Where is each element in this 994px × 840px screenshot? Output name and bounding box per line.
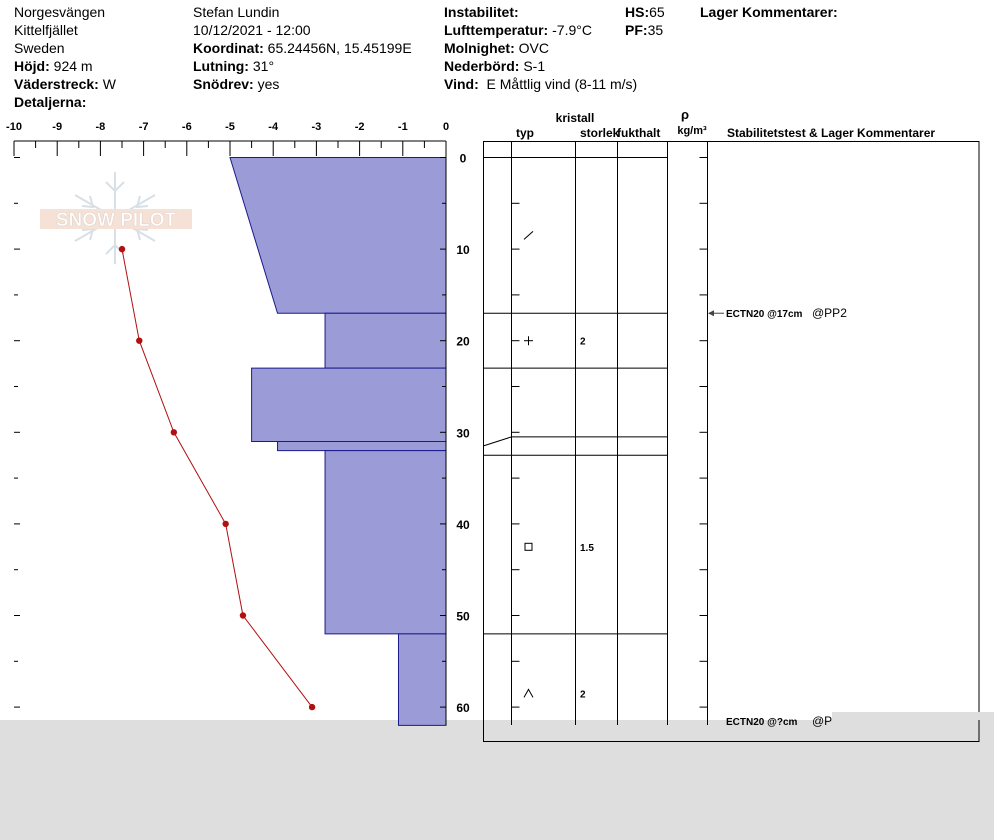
temp-tick-label: -1 xyxy=(397,121,408,133)
depth-tick-label: 40 xyxy=(456,517,470,532)
crystal-size-label: 1.5 xyxy=(580,542,594,554)
instability-label: Instabilitet: xyxy=(444,4,519,20)
sky-value: OVC xyxy=(518,40,549,56)
hs-value: 65 xyxy=(649,4,665,20)
temperature-point xyxy=(240,612,246,618)
crystal-symbol-caret xyxy=(524,689,533,697)
temperature-point xyxy=(222,521,228,527)
stability-test-label: ECTN20 @?cm xyxy=(726,716,798,728)
wind-value: E Måttlig vind (8-11 m/s) xyxy=(486,76,638,92)
temp-tick-label: -3 xyxy=(311,121,322,133)
hardness-layer-5 xyxy=(325,451,446,634)
size-header: storlek xyxy=(580,126,620,140)
stability-test-extra: @P xyxy=(812,713,833,728)
depth-tick-label: 60 xyxy=(456,701,470,716)
drift-label: Snödrev: xyxy=(193,76,254,92)
moisture-header: fukthalt xyxy=(617,126,661,140)
airtemp-label: Lufttemperatur: xyxy=(444,22,549,38)
precip-value: S-1 xyxy=(523,58,546,74)
hardness-layer-2 xyxy=(325,313,446,368)
elevation-value: 924 m xyxy=(53,58,93,74)
density-unit-header: kg/m³ xyxy=(677,125,707,137)
country-name: Sweden xyxy=(14,40,65,56)
sky-label: Molnighet: xyxy=(444,40,515,56)
layer-table-frame xyxy=(484,142,980,742)
temperature-series xyxy=(119,246,315,710)
hardness-profile xyxy=(230,158,446,726)
crystal-symbol-square xyxy=(525,543,532,550)
temp-tick-label: -4 xyxy=(268,121,279,133)
stability-pointer-arrow xyxy=(708,310,714,316)
snowpilot-logo xyxy=(40,172,192,264)
aspect-label: Väderstreck: xyxy=(14,76,99,92)
pf-value: 35 xyxy=(647,22,664,38)
crystal-size-label: 2 xyxy=(580,336,586,348)
temperature-point xyxy=(309,704,315,710)
temp-tick-label: -8 xyxy=(95,121,106,133)
temperature-line xyxy=(122,249,312,707)
temp-tick-label: -10 xyxy=(6,121,22,133)
temp-tick-label: -2 xyxy=(354,121,365,133)
stability-header: Stabilitetstest & Lager Kommentarer xyxy=(727,126,936,140)
temp-tick-label: -9 xyxy=(52,121,63,133)
temp-tick-label: 0 xyxy=(442,121,450,133)
slope-label: Lutning: xyxy=(193,58,249,74)
temperature-point xyxy=(119,246,125,252)
layer-connector-4 xyxy=(484,437,512,446)
hardness-layer-4 xyxy=(278,441,446,450)
temp-tick-label: -7 xyxy=(138,121,149,133)
elevation-label: Höjd: xyxy=(14,58,50,74)
depth-tick-label: 0 xyxy=(459,151,467,166)
depth-tick-label: 30 xyxy=(456,426,470,441)
stability-test-label: ECTN20 @17cm xyxy=(726,309,803,321)
crystal-size-label: 2 xyxy=(580,689,586,701)
temp-tick-label: -5 xyxy=(225,121,235,133)
depth-tick-label: 20 xyxy=(456,334,470,349)
pf-label: PF: xyxy=(625,22,648,38)
depth-tick-label: 50 xyxy=(456,609,470,624)
precip-label: Nederbörd: xyxy=(444,58,520,74)
layer-table xyxy=(484,158,848,728)
observer-name: Stefan Lundin xyxy=(193,4,280,20)
hardness-layer-3 xyxy=(252,368,446,441)
temperature-point xyxy=(171,429,177,435)
rho-header: ρ xyxy=(680,107,690,122)
crystal-symbol-plus xyxy=(524,336,533,345)
wind-label: Vind: xyxy=(444,76,479,92)
stability-test-extra: @PP2 xyxy=(812,306,847,321)
coordinate-value: 65.24456N, 15.45199E xyxy=(267,40,412,56)
temperature-point xyxy=(136,338,142,344)
coordinate-label: Koordinat: xyxy=(193,40,264,56)
hs-label: HS: xyxy=(625,4,650,20)
temperature-axis xyxy=(6,121,449,156)
area-name: Kittelfjället xyxy=(14,22,78,38)
type-header: typ xyxy=(516,126,534,140)
hardness-layer-1 xyxy=(230,158,446,314)
slope-value: 31° xyxy=(252,58,275,74)
drift-value: yes xyxy=(257,76,280,92)
depth-tick-label: 10 xyxy=(456,243,470,258)
crystal-symbol-slash xyxy=(524,231,533,239)
details-label: Detaljerna: xyxy=(14,94,87,110)
layer-comments-title: Lager Kommentarer: xyxy=(700,4,838,20)
location-name: Norgesvängen xyxy=(14,4,106,20)
logo-text: SNOW PILOT xyxy=(55,210,177,231)
airtemp-value: -7.9°C xyxy=(552,22,592,38)
temp-tick-label: -6 xyxy=(181,121,192,133)
lower-edge-panel xyxy=(832,712,994,720)
crystal-header: kristall xyxy=(555,111,595,125)
hardness-layer-6 xyxy=(398,634,446,726)
aspect-value: W xyxy=(102,76,116,92)
observation-datetime: 10/12/2021 - 12:00 xyxy=(193,22,311,38)
